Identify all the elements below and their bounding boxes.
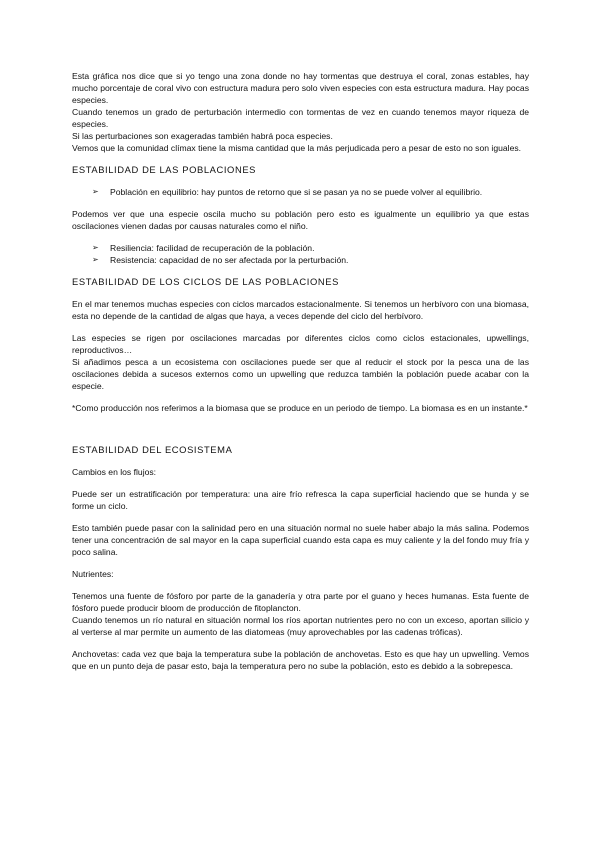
section-heading-ecosistema: ESTABILIDAD DEL ECOSISTEMA bbox=[72, 444, 233, 455]
intro-paragraph-4: Vemos que la comunidad clímax tiene la misma cantidad que la más perjudicada pero a pesar de esto no son iguales. bbox=[72, 143, 522, 153]
section-heading-ciclos: ESTABILIDAD DE LOS CICLOS DE LAS POBLACIONES bbox=[72, 276, 339, 287]
paragraph-oscilaciones: Podemos ver que una especie oscila mucho su población pero esto es igualmente un equilibrio ya que estas oscilaciones vienen dadas por causas naturales como el niño. bbox=[72, 209, 529, 231]
list-item-text: Población en equilibrio: hay puntos de retorno que si se pasan ya no se puede volver al equilibrio. bbox=[110, 187, 483, 197]
intro-paragraph-1: Esta gráfica nos dice que si yo tengo una zona donde no hay tormentas que destruya el coral, zonas estables, hay mucho porcentaje de coral vivo con estructura madura pero solo viven especies con esta estructura madura. Hay pocas especies. bbox=[72, 71, 529, 105]
paragraph-anchovetas: Anchovetas: cada vez que baja la temperatura sube la población de anchovetas. Esto es que hay un upwelling. Vemos que en un punto deja de pasar esto, baja la temperatura pero no sube la población, esto es debido a la sobrepesca. bbox=[72, 649, 529, 671]
bullet-list-resiliencia bbox=[72, 242, 529, 266]
section-heading-poblaciones: ESTABILIDAD DE LAS POBLACIONES bbox=[72, 164, 257, 175]
intro-paragraph-2: Cuando tenemos un grado de perturbación intermedio con tormentas de vez en cuando tenemos mayor riqueza de especies. bbox=[72, 107, 529, 129]
paragraph-ciclos-2: Las especies se rigen por oscilaciones marcadas por diferentes ciclos como ciclos estacionales, upwellings, reproductivos… bbox=[72, 333, 529, 355]
arrow-bullet-icon: ➢ bbox=[92, 255, 99, 264]
paragraph-produccion-note: *Como producción nos referimos a la biomasa que se produce en un periodo de tiempo. La biomasa es en un instante.* bbox=[72, 403, 528, 413]
paragraph-salinidad: Esto también puede pasar con la salinidad pero en una situación normal no suele haber abajo la más salina. Podemos tener una concentración de sal mayor en la capa superficial cuando esta capa es muy caliente y la del fondo muy fría y poco salina. bbox=[72, 523, 529, 557]
paragraph-estratificacion: Puede ser un estratificación por temperatura: una aire frío refresca la capa superficial haciendo que se hunda y se forme un ciclo. bbox=[72, 489, 529, 511]
bullet-list-equilibrio bbox=[72, 186, 529, 198]
paragraph-fosforo: Tenemos una fuente de fósforo por parte de la ganadería y otra parte por el guano y heces humanas. Esta fuente de fósforo puede producir bloom de producción de fitoplancton. bbox=[72, 591, 529, 613]
subheading-nutrientes: Nutrientes: bbox=[72, 569, 114, 579]
arrow-bullet-icon: ➢ bbox=[92, 187, 99, 196]
paragraph-rio: Cuando tenemos un río natural en situación normal los ríos aportan nutrientes pero no con un exceso, aportan silicio y al verterse al mar permite un aumento de las diatomeas (muy aprovechables por las cadenas tróficas). bbox=[72, 615, 529, 637]
arrow-bullet-icon: ➢ bbox=[92, 243, 99, 252]
list-item bbox=[92, 242, 529, 254]
intro-paragraph-3: Si las perturbaciones son exageradas también habrá poca especies. bbox=[72, 131, 333, 141]
document-page bbox=[72, 70, 529, 672]
paragraph-ciclos-3: Si añadimos pesca a un ecosistema con oscilaciones puede ser que al reducir el stock por la pesca una de las oscilaciones debida a sucesos externos como un upwelling que reduzca también la población puede acabar con la especie. bbox=[72, 357, 529, 391]
list-item-text: Resiliencia: facilidad de recuperación de la población. bbox=[110, 243, 315, 253]
list-item-text: Resistencia: capacidad de no ser afectada por la perturbación. bbox=[110, 255, 349, 265]
list-item bbox=[92, 254, 529, 266]
subheading-flujos: Cambios en los flujos: bbox=[72, 467, 157, 477]
paragraph-ciclos-1: En el mar tenemos muchas especies con ciclos marcados estacionalmente. Si tenemos un herbívoro con una biomasa, esta no depende de la cantidad de algas que haya, a veces depende del ciclo del herbívoro. bbox=[72, 299, 529, 321]
list-item bbox=[92, 186, 529, 198]
